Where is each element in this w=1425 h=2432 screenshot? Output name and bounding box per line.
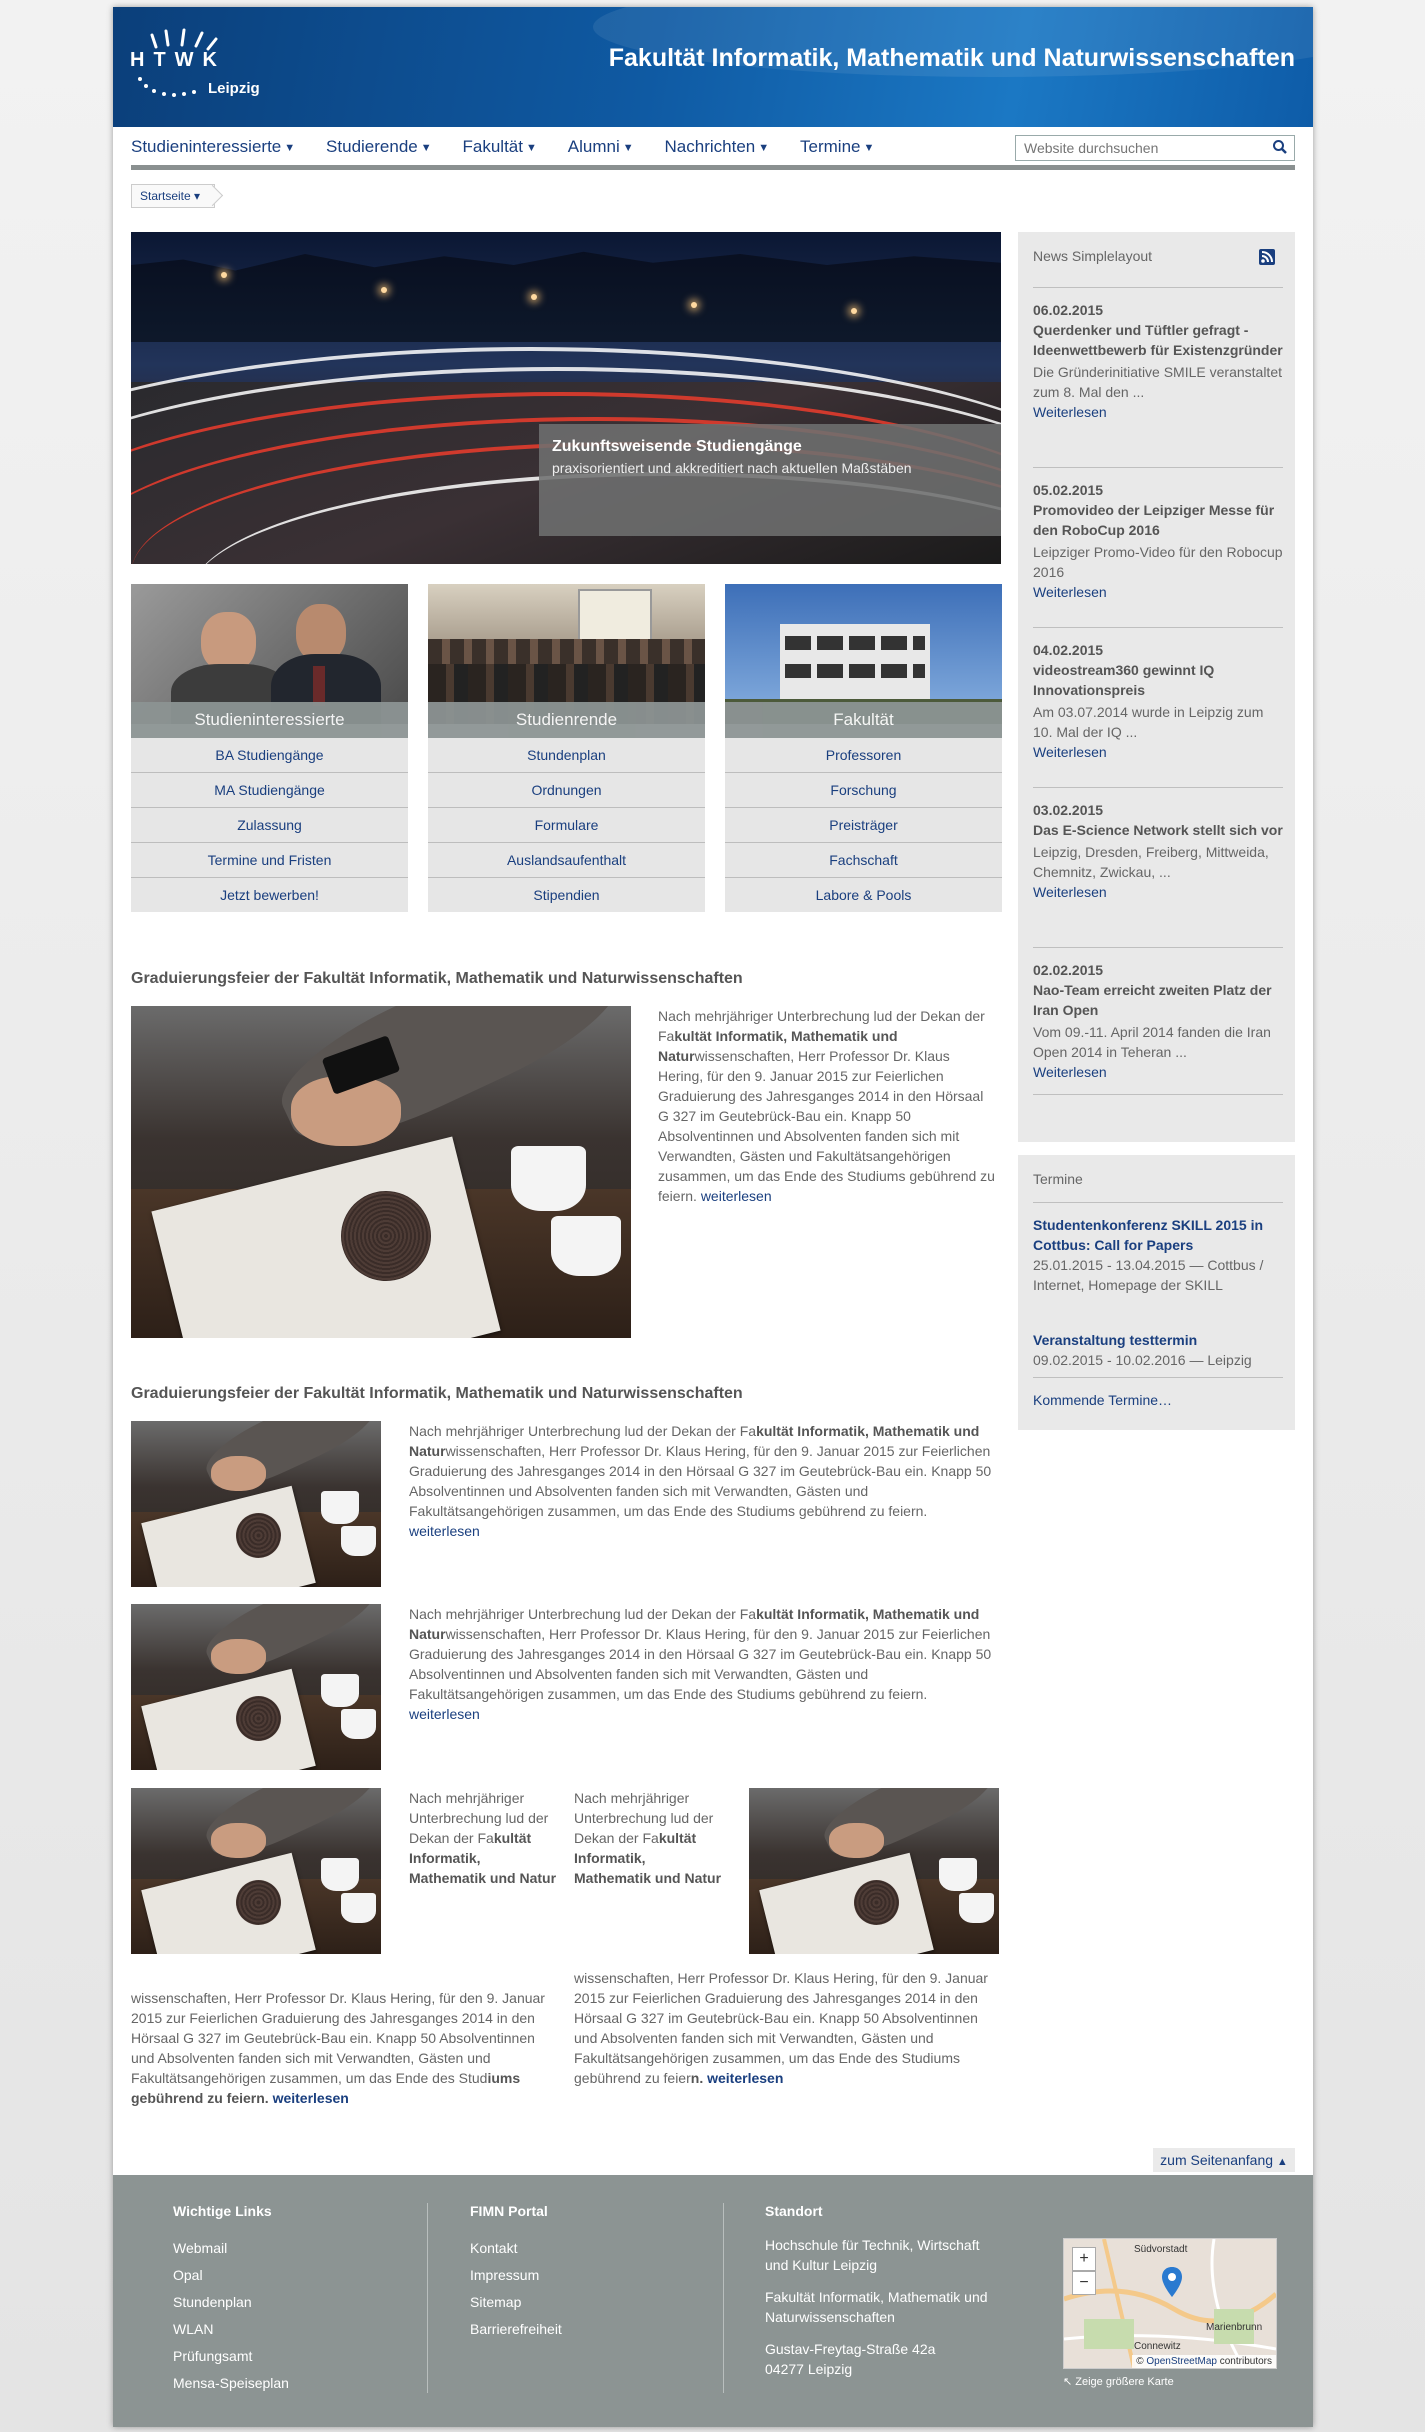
teaser-link[interactable]: Termine und Fristen <box>131 843 408 878</box>
footer-col-links <box>173 2203 289 2397</box>
search-box <box>1015 135 1295 161</box>
image-cup <box>341 1893 376 1923</box>
news-headline[interactable]: videostream360 gewinnt IQ Innovationspreis <box>1033 662 1215 698</box>
footer-heading: Wichtige Links <box>173 2203 272 2219</box>
map-attribution-text: © <box>1136 2356 1147 2367</box>
news-teaser: Leipziger Promo-Video für den Robocup 2016 <box>1033 544 1283 580</box>
news-date: 04.02.2015 <box>1033 642 1104 658</box>
chevron-down-icon: ▼ <box>758 142 770 154</box>
site-header <box>113 7 1313 127</box>
event-title[interactable]: Veranstaltung testtermin <box>1033 1332 1198 1348</box>
site-footer <box>113 2175 1313 2427</box>
news-teaser: Am 03.07.2014 wurde in Leipzig zum 10. Mal der IQ ... <box>1033 704 1264 740</box>
nav-label: Studierende <box>326 137 418 156</box>
footer-address-line: Gustav-Freytag-Straße 42a 04277 Leipzig <box>765 2341 936 2377</box>
footer-link[interactable]: Opal <box>173 2267 203 2283</box>
news-headline[interactable]: Promovideo der Leipziger Messe für den RoboCup 2016 <box>1033 502 1275 538</box>
nav-label: Alumni <box>567 137 620 156</box>
teaser-studierende <box>428 584 705 912</box>
news-read-more[interactable]: Weiterlesen <box>1033 404 1107 420</box>
article-text <box>409 1604 999 1724</box>
news-date: 05.02.2015 <box>1033 482 1104 498</box>
page <box>113 7 1313 2427</box>
building-windows <box>785 664 925 678</box>
teaser-link[interactable]: Jetzt bewerben! <box>131 878 408 912</box>
nav-label: Termine <box>800 137 861 156</box>
image-book <box>759 1853 934 1954</box>
image-cup <box>341 1709 376 1739</box>
article-text-bold: kultät Informatik, Mathematik und Natur <box>574 1830 722 1886</box>
nav-termine[interactable] <box>800 135 874 160</box>
image-hand <box>211 1456 266 1491</box>
news-read-more[interactable]: Weiterlesen <box>1033 584 1107 600</box>
chevron-down-icon: ▼ <box>863 142 875 154</box>
map-attribution <box>1132 2355 1276 2368</box>
footer-link[interactable]: Sitemap <box>470 2294 522 2310</box>
back-to-top-label: zum Seitenanfang <box>1160 2152 1274 2168</box>
event-item <box>1033 1215 1283 1295</box>
event-details: 25.01.2015 - 13.04.2015 — Cottbus / Internet, Homepage der SKILL <box>1033 1257 1264 1293</box>
logo-subtext: Leipzig <box>208 80 260 97</box>
article-text-bold: kultät Informatik, Mathematik und Natur <box>409 1830 557 1886</box>
article-text-bold: n. <box>690 2070 704 2086</box>
footer-heading: Standort <box>765 2203 823 2219</box>
news-read-more[interactable]: Weiterlesen <box>1033 744 1107 760</box>
teaser-studieninteressierte <box>131 584 408 912</box>
news-title: News Simplelayout <box>1033 248 1153 264</box>
image-cup <box>321 1491 359 1524</box>
hero-trees <box>131 232 1001 342</box>
teaser-link[interactable]: Formulare <box>428 808 705 843</box>
location-map[interactable] <box>1063 2238 1277 2369</box>
building-windows <box>785 636 925 650</box>
event-title[interactable]: Studentenkonferenz SKILL 2015 in Cottbus: Call for Papers <box>1033 1217 1264 1253</box>
article-text-part: Nach mehrjähriger Unterbrechung lud der Dekan der Fa <box>409 1423 757 1439</box>
person-tie <box>313 666 325 706</box>
article-text <box>409 1421 999 1541</box>
hero-lamp <box>381 287 387 293</box>
audience-back <box>428 639 705 664</box>
rss-icon[interactable] <box>1259 249 1275 265</box>
article-text-part: wissenschaften, Herr Professor Dr. Klaus Hering, für den 9. Januar 2015 zur Feierlichen Graduierung des Jahresganges 2014 in den Hörsaal G 327 im Geutebrück-Bau ein. Knapp 50 Absolventinnen und Absolventen fanden sich mit Verwandten, Gästen und Fakultätsangehörigen zusammen, um das Ende des Studiums gebührend zu feier <box>574 1970 988 2086</box>
hero-heading: Zukunftsweisende Studiengänge <box>552 438 802 455</box>
image-disc <box>236 1696 281 1741</box>
divider <box>1033 1377 1283 1378</box>
teaser-label[interactable]: Studieninteressierte <box>131 702 408 738</box>
map-zoom-out-button[interactable]: − <box>1072 2271 1096 2295</box>
divider <box>1033 1202 1283 1203</box>
footer-link[interactable]: Stundenplan <box>173 2294 252 2310</box>
footer-heading: FIMN Portal <box>470 2203 548 2219</box>
article-text-float-right-top <box>574 1788 724 1888</box>
news-headline[interactable]: Querdenker und Tüftler gefragt - Ideenwettbewerb für Existenzgründer <box>1033 322 1283 358</box>
article-title: Graduierungsfeier der Fakultät Informatik, Mathematik und Naturwissenschaften <box>131 1385 743 1402</box>
search-input[interactable] <box>1022 138 1266 158</box>
teaser-link[interactable]: Zulassung <box>131 808 408 843</box>
breadcrumb-home: Startseite ▾ <box>140 189 201 203</box>
article-text-bold: kultät Informatik, Mathematik und Natur <box>658 1028 898 1064</box>
article-text-bold: iums gebührend zu feiern. <box>131 2070 521 2106</box>
person-head <box>201 612 256 672</box>
image-cup <box>551 1216 621 1276</box>
news-teaser: Die Gründerinitiative SMILE veranstaltet zum 8. Mal den ... <box>1033 364 1282 400</box>
teaser-link[interactable]: Auslandsaufenthalt <box>428 843 705 878</box>
upcoming-events-link[interactable]: Kommende Termine… <box>1033 1392 1173 1408</box>
read-more-link[interactable]: weiterlesen <box>707 2070 784 2086</box>
article-title: Graduierungsfeier der Fakultät Informatik, Mathematik und Naturwissenschaften <box>131 970 743 987</box>
teaser-link[interactable]: MA Studiengänge <box>131 773 408 808</box>
teaser-link[interactable]: Fachschaft <box>725 843 1002 878</box>
nav-nachrichten[interactable] <box>665 135 770 160</box>
nav-label: Studieninteressierte <box>131 137 282 156</box>
map-attribution-text: contributors <box>1216 2356 1272 2367</box>
hero-caption <box>539 424 1001 536</box>
logo-swirl-icon <box>134 73 214 103</box>
map-label: Marienbrunn <box>1206 2322 1263 2333</box>
image-cup <box>939 1858 977 1891</box>
news-item <box>1033 287 1283 420</box>
footer-link[interactable]: WLAN <box>173 2321 214 2337</box>
map-label: Connewitz <box>1134 2341 1181 2352</box>
nav-alumni[interactable] <box>568 135 634 160</box>
nav-label: Fakultät <box>462 137 523 156</box>
article-text-float-left-bottom <box>131 1988 556 2108</box>
hero-lamp <box>531 294 537 300</box>
image-cup <box>959 1893 994 1923</box>
footer-link[interactable]: Prüfungsamt <box>173 2348 253 2364</box>
back-to-top-button[interactable] <box>1153 2148 1295 2172</box>
news-read-more[interactable]: Weiterlesen <box>1033 884 1107 900</box>
image-disc <box>341 1191 431 1281</box>
footer-link[interactable]: Mensa-Speiseplan <box>173 2375 289 2391</box>
image-book <box>151 1136 500 1338</box>
teaser-link[interactable]: Forschung <box>725 773 1002 808</box>
search-icon[interactable] <box>1272 139 1288 155</box>
article-text-float-right-bottom <box>574 1968 999 2088</box>
image-cup <box>321 1858 359 1891</box>
news-headline[interactable]: Das E-Science Network stellt sich vor <box>1033 822 1283 838</box>
article-text-part: wissenschaften, Herr Professor Dr. Klaus Hering, für den 9. Januar 2015 zur Feierlichen Graduierung des Jahresganges 2014 in den Hörsaal G 327 im Geutebrück-Bau ein. Knapp 50 Absolventinnen und Absolventen fanden sich mit Verwandten, Gästen und Fakultätsangehörigen zusammen, um das Ende des Studiums gebührend zu feiern. <box>409 1626 992 1702</box>
image-disc <box>854 1880 899 1925</box>
nav-fakultaet[interactable] <box>463 135 537 160</box>
article-text-part: wissenschaften, Herr Professor Dr. Klaus Hering, für den 9. Januar 2015 zur Feierlichen Graduierung des Jahresganges 2014 in den Hörsaal G 327 im Geutebrück-Bau ein. Knapp 50 Absolventinnen und Absolventen fanden sich mit Verwandten, Gästen und Fakultätsangehörigen zusammen, um das Ende des Studiums gebührend zu feiern. <box>409 1443 992 1519</box>
article-image[interactable] <box>131 1788 381 1954</box>
logo-rays-icon <box>148 27 218 51</box>
map-marker-icon <box>1162 2267 1182 2297</box>
news-sidebar <box>1018 232 1295 1142</box>
logo-text: HTWK <box>130 49 226 71</box>
article-text-part: Nach mehrjähriger Unterbrechung lud der Dekan der Fa <box>409 1606 757 1622</box>
event-item <box>1033 1330 1283 1370</box>
image-hand <box>829 1823 884 1858</box>
breadcrumb[interactable] <box>131 184 215 208</box>
nav-studieninteressierte[interactable] <box>131 135 295 160</box>
teaser-link[interactable]: Labore & Pools <box>725 878 1002 912</box>
main-navigation <box>131 135 1295 170</box>
footer-col-portal <box>470 2203 562 2343</box>
teaser-link[interactable]: Professoren <box>725 738 1002 773</box>
news-headline[interactable]: Nao-Team erreicht zweiten Platz der Iran Open <box>1033 982 1272 1018</box>
chevron-down-icon: ▼ <box>622 142 634 154</box>
image-cup <box>321 1674 359 1707</box>
article-image[interactable] <box>749 1788 999 1954</box>
article-text-part: Nach mehrjähriger Unterbrechung lud der Dekan der Fa <box>658 1008 985 1044</box>
article-text-part: wissenschaften, Herr Professor Dr. Klaus Hering, für den 9. Januar 2015 zur Feierlichen Graduierung des Jahresganges 2014 in den Hörsaal G 327 im Geutebrück-Bau ein. Knapp 50 Absolventinnen und Absolventen fanden sich mit Verwandten, Gästen und Fakultätsangehörigen zusammen, um das Ende des Stud <box>131 1990 545 2086</box>
footer-link[interactable]: Barrierefreiheit <box>470 2321 562 2337</box>
events-title: Termine <box>1033 1171 1083 1187</box>
map-label: Südvorstadt <box>1134 2244 1188 2255</box>
article-image[interactable] <box>131 1421 381 1587</box>
teaser-link[interactable]: Ordnungen <box>428 773 705 808</box>
article-text-bold: kultät Informatik, Mathematik und Natur <box>409 1423 980 1459</box>
hero-lamp <box>691 302 697 308</box>
news-date: 06.02.2015 <box>1033 302 1104 318</box>
chevron-down-icon: ▼ <box>284 142 296 154</box>
teaser-label[interactable]: Fakultät <box>725 702 1002 738</box>
read-more-link[interactable]: weiterlesen <box>272 2090 349 2106</box>
article-text-part: Nach mehrjähriger Unterbrechung lud der Dekan der Fa <box>574 1790 714 1846</box>
teaser-fakultaet <box>725 584 1002 912</box>
htwk-logo[interactable] <box>130 27 270 107</box>
article-text-part: Nach mehrjähriger Unterbrechung lud der Dekan der Fa <box>409 1790 549 1846</box>
footer-link[interactable]: Webmail <box>173 2240 228 2256</box>
news-date: 02.02.2015 <box>1033 962 1104 978</box>
news-item <box>1033 787 1283 900</box>
events-sidebar <box>1018 1155 1295 1430</box>
read-more-link[interactable]: weiterlesen <box>409 1706 480 1722</box>
events-more <box>1033 1390 1283 1410</box>
hero-lamp <box>221 272 227 278</box>
news-read-more[interactable]: Weiterlesen <box>1033 1064 1107 1080</box>
read-more-link[interactable]: weiterlesen <box>409 1523 480 1539</box>
news-teaser: Leipzig, Dresden, Freiberg, Mittweida, Chemnitz, Zwickau, ... <box>1033 844 1269 880</box>
image-cup <box>341 1526 376 1556</box>
teaser-link[interactable]: Stipendien <box>428 878 705 912</box>
event-details: 09.02.2015 - 10.02.2016 — Leipzig <box>1033 1352 1252 1368</box>
news-item <box>1033 627 1283 760</box>
footer-address-line: Hochschule für Technik, Wirtschaft und Kultur Leipzig <box>765 2237 980 2273</box>
chevron-up-icon: ▲ <box>1276 2156 1288 2168</box>
hero-lamp <box>851 308 857 314</box>
teaser-label[interactable]: Studienrende <box>428 702 705 738</box>
article-text-part: wissenschaften, Herr Professor Dr. Klaus Hering, für den 9. Januar 2015 zur Feierlichen Graduierung des Jahresganges 2014 in den Hörsaal G 327 im Geutebrück-Bau ein. Knapp 50 Absolventinnen und Absolventen fanden sich mit Verwandten, Gästen und Fakultätsangehörigen zusammen, um das Ende des Studiums gebührend zu feiern. <box>658 1048 995 1204</box>
news-item <box>1033 947 1283 1095</box>
article-image[interactable] <box>131 1604 381 1770</box>
news-item <box>1033 467 1283 600</box>
image-book <box>141 1486 316 1587</box>
article-text <box>658 1006 998 1206</box>
footer-col-location <box>765 2203 1005 2391</box>
image-hand <box>211 1639 266 1674</box>
image-hand <box>211 1823 266 1858</box>
nav-studierende[interactable] <box>326 135 432 160</box>
article-image[interactable] <box>131 1006 631 1338</box>
teaser-link[interactable]: Stundenplan <box>428 738 705 773</box>
image-cup <box>511 1146 586 1211</box>
chevron-down-icon: ▼ <box>526 142 537 154</box>
news-teaser: Vom 09.-11. April 2014 fanden die Iran Open 2014 in Teheran ... <box>1033 1024 1271 1060</box>
osm-link[interactable]: OpenStreetMap <box>1146 2356 1217 2367</box>
footer-divider <box>427 2203 428 2393</box>
map-zoom-in-button[interactable]: + <box>1072 2247 1096 2271</box>
image-book <box>141 1669 316 1770</box>
footer-address-line: Fakultät Informatik, Mathematik und Naturwissenschaften <box>765 2289 988 2325</box>
image-disc <box>236 1880 281 1925</box>
faculty-title: Fakultät Informatik, Mathematik und Naturwissenschaften <box>608 44 1295 72</box>
hero-slider[interactable] <box>131 232 1001 564</box>
image-disc <box>236 1513 281 1558</box>
nav-label: Nachrichten <box>664 137 756 156</box>
larger-map-link[interactable]: ↖ Zeige größere Karte <box>1063 2376 1174 2388</box>
article-text-float-left-top <box>409 1788 559 1888</box>
hero-subheading: praxisorientiert und akkreditiert nach aktuellen Maßstäben <box>552 460 912 476</box>
footer-link[interactable]: Kontakt <box>470 2240 518 2256</box>
article-text-bold: kultät Informatik, Mathematik und Natur <box>409 1606 980 1642</box>
news-date: 03.02.2015 <box>1033 802 1104 818</box>
footer-link[interactable]: Impressum <box>470 2267 540 2283</box>
chevron-down-icon: ▼ <box>420 142 432 154</box>
footer-divider <box>723 2203 724 2393</box>
read-more-link[interactable]: weiterlesen <box>700 1188 772 1204</box>
teaser-link[interactable]: Preisträger <box>725 808 1002 843</box>
teaser-link[interactable]: BA Studiengänge <box>131 738 408 773</box>
image-book <box>141 1853 316 1954</box>
